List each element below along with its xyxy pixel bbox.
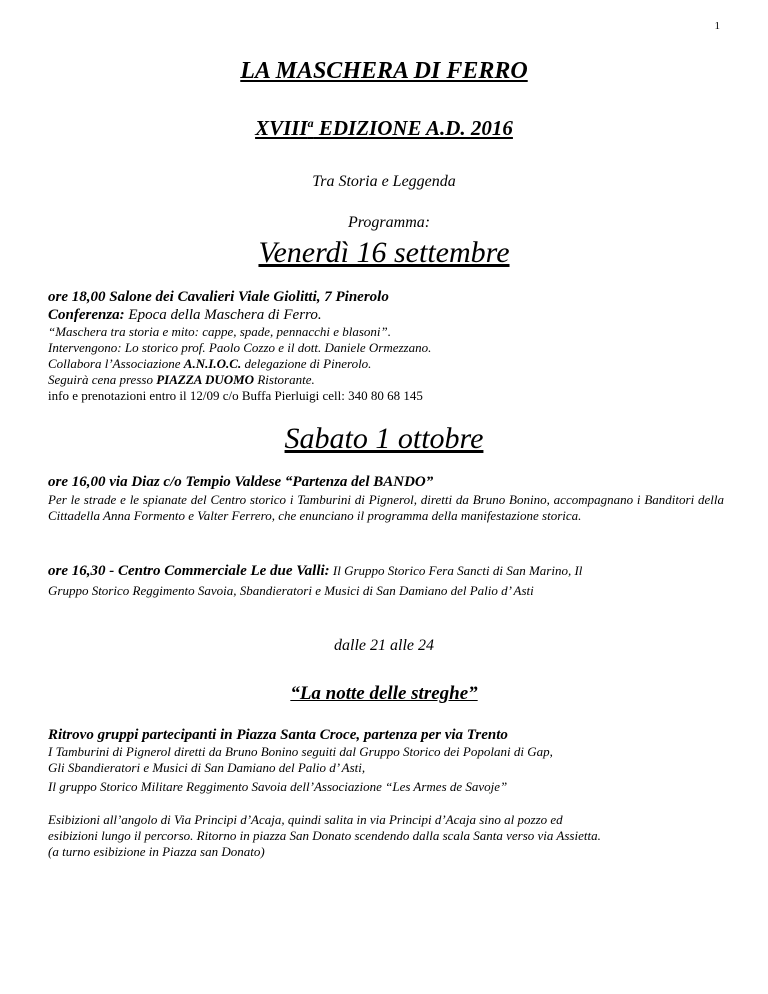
friday-line-3: [48, 356, 724, 372]
edition-rest: EDIZIONE A.D. 2016: [313, 116, 513, 140]
conference-text: Epoca della Maschera di Ferro.: [124, 307, 322, 323]
exhibition-line-3: (a turno esibizione in Piazza san Donato): [48, 844, 265, 859]
friday-line-4: [48, 372, 724, 388]
saturday-event-1-title: ore 16,00 via Diaz c/o Tempio Valdese “Partenza del BANDO”: [48, 474, 434, 490]
edition-superscript: a: [307, 116, 314, 130]
saturday-event-2-text-b: Gruppo Storico Reggimento Savoia, Sbandieratori e Musici di San Damiano del Palio d’ Asti: [48, 583, 534, 598]
subtitle: Tra Storia e Leggenda: [312, 173, 456, 190]
line3-bold: A.N.I.O.C.: [183, 356, 242, 371]
meeting-line-3: Il gruppo Storico Militare Reggimento Savoia dell’Associazione “Les Armes de Savoje”: [48, 779, 508, 794]
line4-pre: Seguirà cena presso: [48, 372, 157, 387]
exhibition-line-2: esibizioni lungo il percorso. Ritorno in piazza San Donato scendendo dalla scala Santa verso via Assietta.: [48, 828, 601, 843]
saturday-heading: Sabato 1 ottobre: [284, 422, 484, 455]
meeting-line-2: Gli Sbandieratori e Musici di San Damiano del Palio d’ Asti,: [48, 760, 366, 775]
line4-bold: PIAZZA DUOMO: [156, 372, 255, 387]
exhibition-line-1: Esibizioni all’angolo di Via Principi d’Acaja, quindi salita in via Principi d’Acaja sino al pozzo ed: [48, 812, 563, 827]
document-title: LA MASCHERA DI FERRO: [240, 58, 528, 84]
exhibition-section: [48, 812, 724, 860]
conference-line: [48, 306, 724, 324]
friday-section: [48, 288, 724, 404]
saturday-event-2: [48, 562, 724, 599]
meeting-section: [48, 726, 724, 795]
line3-post: delegazione di Pinerolo.: [241, 356, 372, 371]
conference-label: Conferenza:: [48, 307, 125, 323]
saturday-event-2-title: ore 16,30 - Centro Commerciale Le due Valli:: [48, 563, 330, 579]
friday-line-1: “Maschera tra storia e mito: cappe, spade, pennacchi e blasoni”.: [48, 324, 392, 339]
edition-line: [0, 116, 768, 141]
saturday-event-1: [48, 473, 724, 524]
page-number: 1: [714, 20, 720, 32]
line4-post: Ristorante.: [254, 372, 315, 387]
meeting-line-1: I Tamburini di Pignerol diretti da Bruno Bonino seguiti dal Gruppo Storico dei Popolani di Gap,: [48, 744, 553, 759]
friday-info: info e prenotazioni entro il 12/09 c/o Buffa Pierluigi cell: 340 80 68 145: [48, 388, 423, 403]
friday-event-title: ore 18,00 Salone dei Cavalieri Viale Giolitti, 7 Pinerolo: [48, 289, 389, 305]
line3-pre: Collabora l’Associazione: [48, 356, 184, 371]
meeting-title: Ritrovo gruppi partecipanti in Piazza Santa Croce, partenza per via Trento: [48, 727, 508, 743]
programma-label: Programma:: [348, 214, 431, 231]
edition-prefix: XVIII: [255, 116, 308, 140]
evening-time: dalle 21 alle 24: [334, 637, 434, 654]
saturday-event-2-text-a: Il Gruppo Storico Fera Sancti di San Marino, Il: [329, 563, 583, 578]
friday-line-2: Intervengono: Lo storico prof. Paolo Cozzo e il dott. Daniele Ormezzano.: [48, 340, 432, 355]
saturday-event-1-text: Per le strade e le spianate del Centro storico i Tamburini di Pignerol, diretti da Bruno Bonino, accompagnano i Banditori della Cittadella Anna Formento e Valter Ferrero, che enunciano il programma della manifestazione storica.: [48, 492, 724, 523]
friday-heading: Venerdì 16 settembre: [258, 236, 510, 269]
evening-title: “La notte delle streghe”: [290, 683, 478, 704]
